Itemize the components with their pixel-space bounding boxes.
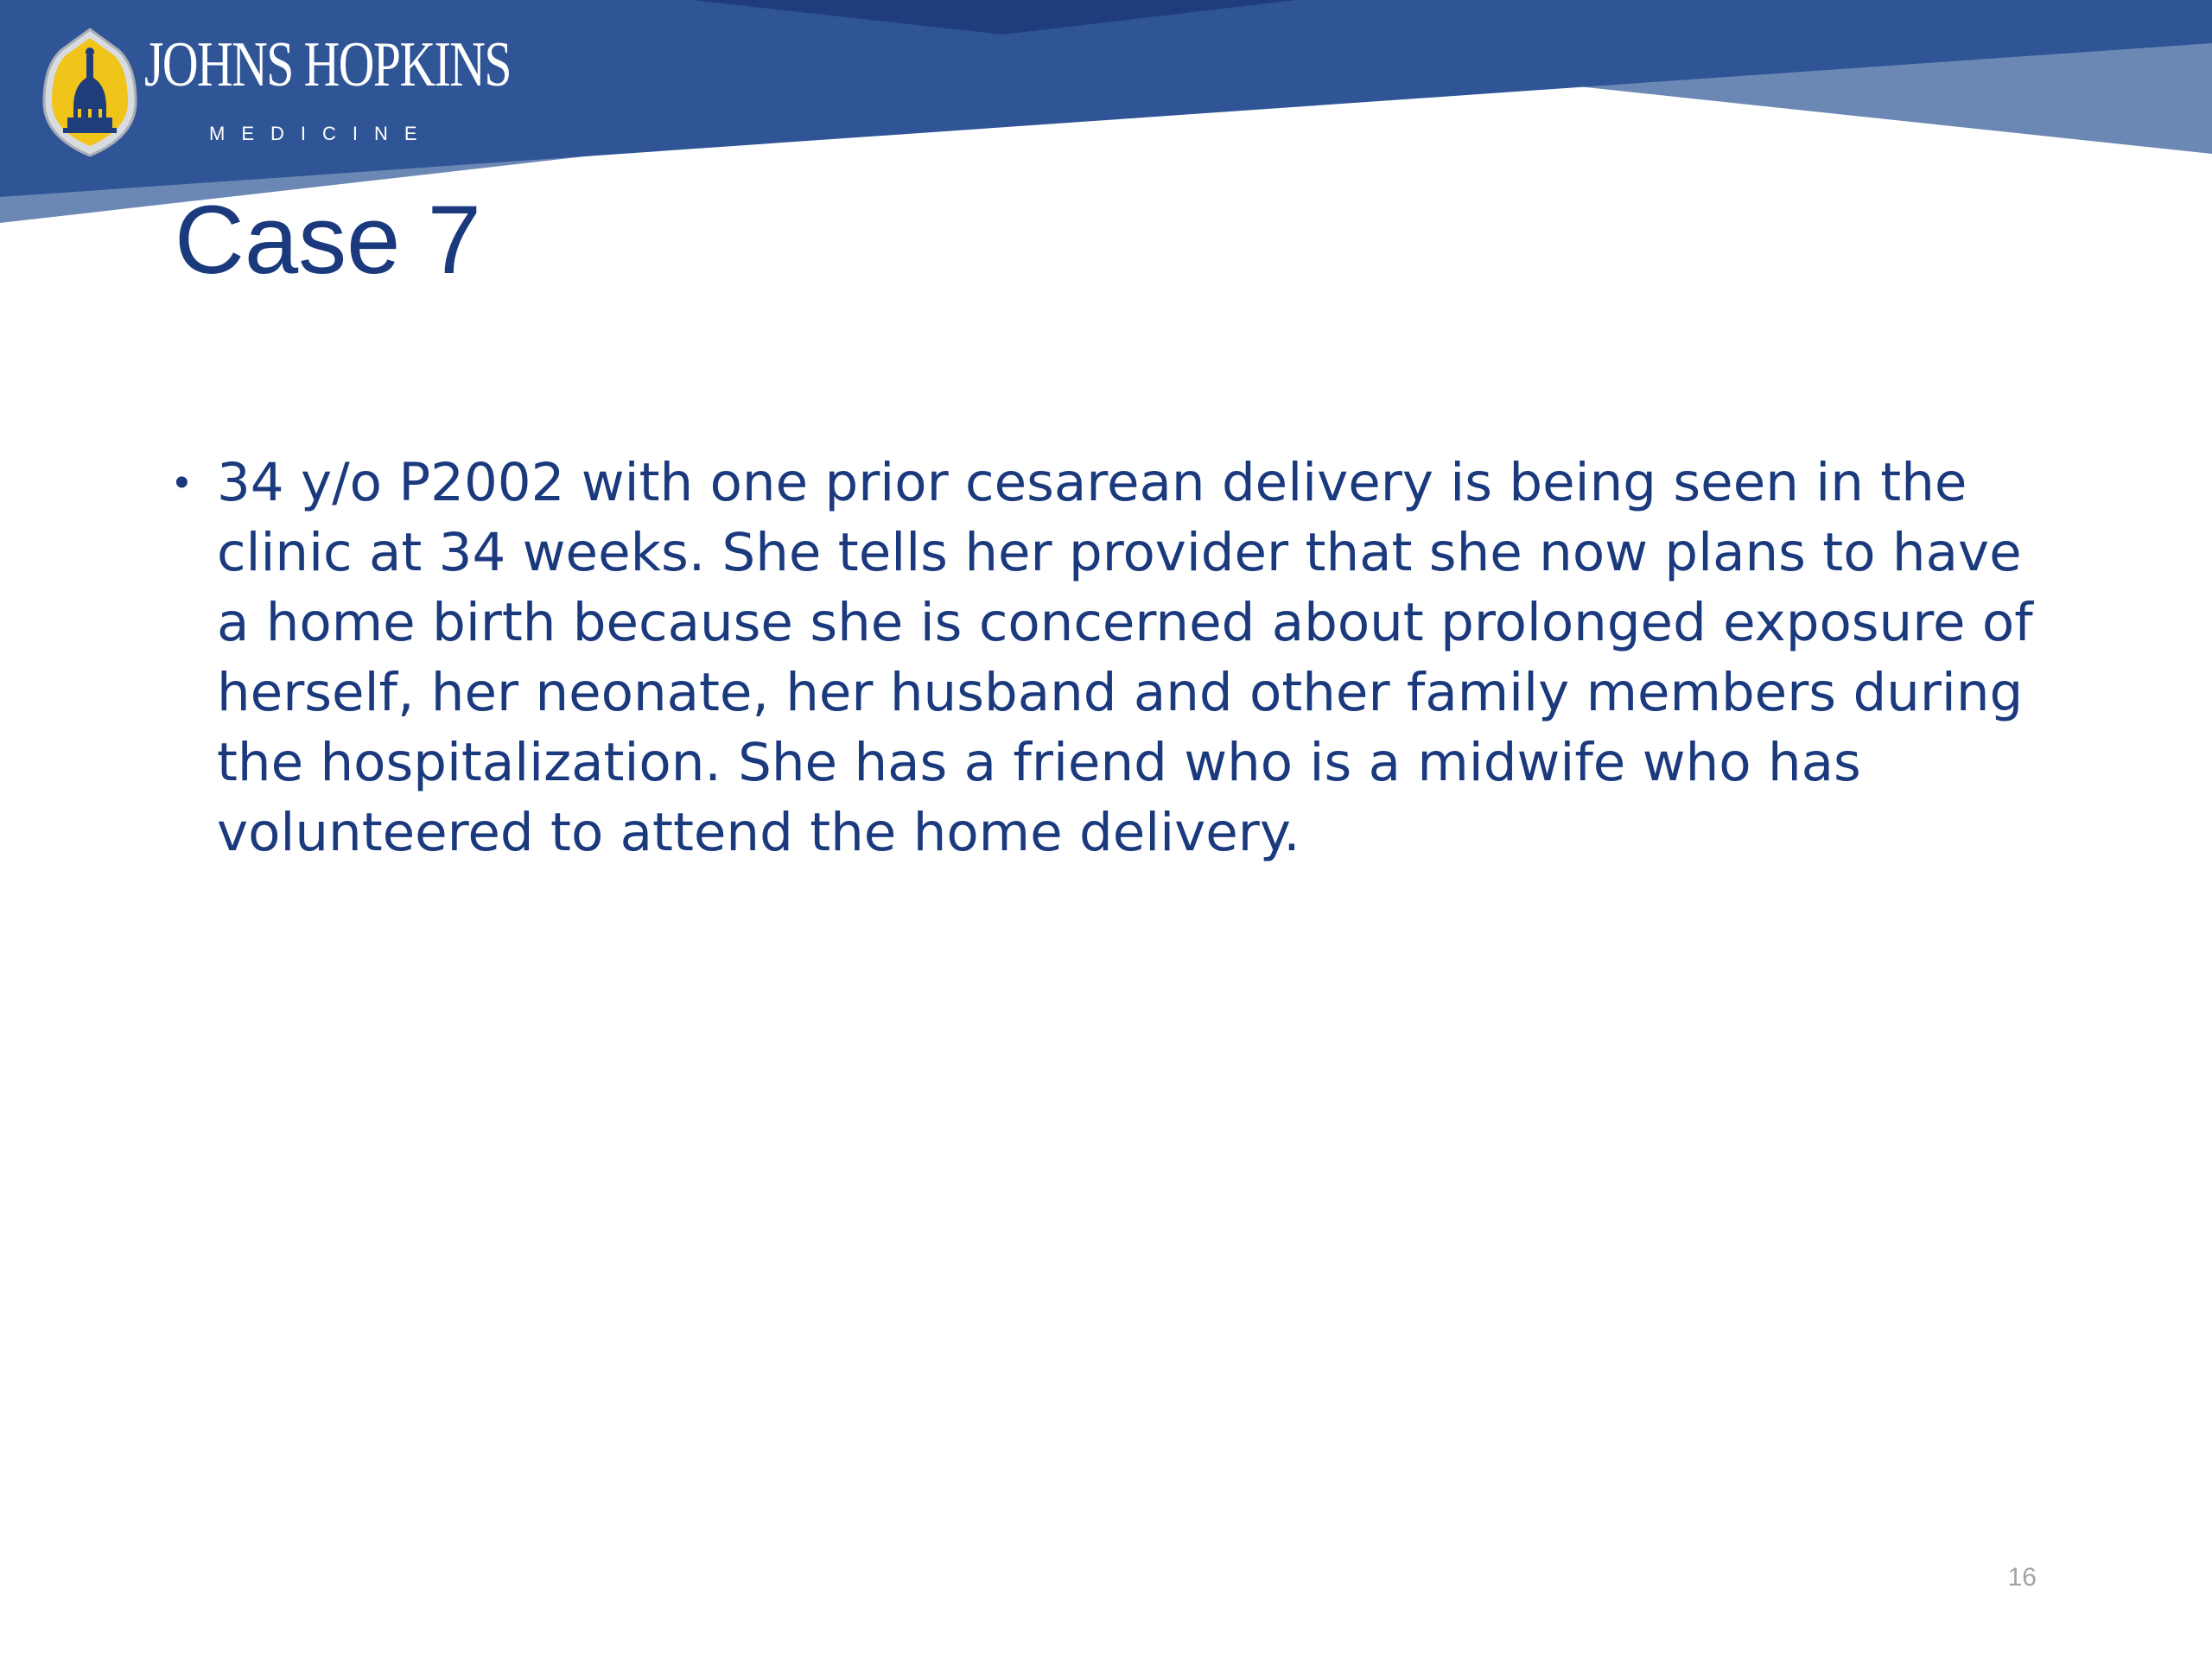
slide-title: Case 7 <box>175 186 481 294</box>
logo-wordmark: JOHNS HOPKINS <box>144 29 511 100</box>
bullet-list <box>175 448 2058 868</box>
johns-hopkins-dome-shield-icon <box>39 28 141 157</box>
logo-subtitle: MEDICINE <box>209 123 434 144</box>
bullet-item <box>175 448 2058 868</box>
jhm-logo <box>39 28 511 157</box>
bullet-icon: • <box>175 460 189 505</box>
slide-number: 16 <box>2007 1563 2037 1592</box>
bullet-text: 34 y/o P2002 with one prior cesarean delivery is being seen in the clinic at 34 weeks. She tells her provider that she now plans to have a home birth because she is concerned about prolonged exposure of herself, her neonate, her husband and other family members during the hospitalization. She has a friend who is a midwife who has volunteered to attend the home delivery. <box>217 452 2033 863</box>
